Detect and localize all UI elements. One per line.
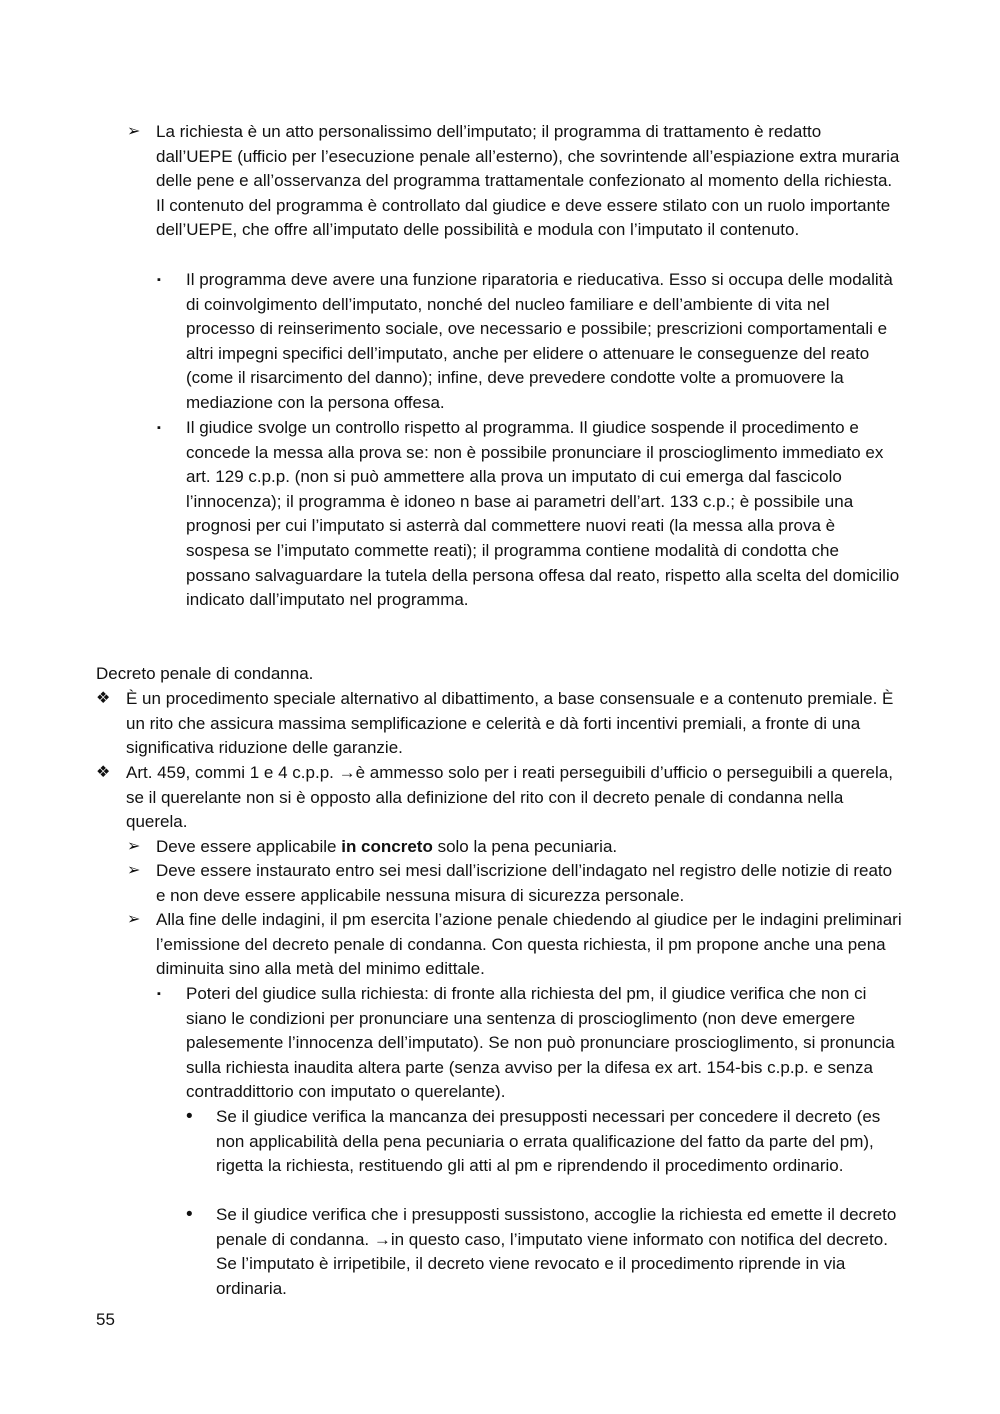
arrow-bullet-icon: ➢: [127, 838, 141, 855]
item-text: Alla fine delle indagini, il pm esercita l’azione penale chiedendo al giudice per le indagini preliminari l’emissione del decreto penale di condanna. Con questa richiesta, il pm propone anche una pena diminuita sino alla metà del minimo edittale.: [156, 910, 902, 979]
arrow-bullet-icon: ➢: [127, 123, 141, 140]
page-number: 55: [96, 1310, 115, 1329]
list-item: [127, 908, 902, 982]
dot-bullet-icon: •: [186, 1204, 193, 1225]
diamond-bullet-icon: ❖: [96, 764, 111, 781]
section-heading: Decreto penale di condanna.: [96, 664, 314, 683]
arrow-bullet-icon: ➢: [127, 862, 141, 879]
diamond-bullet-icon: ❖: [96, 690, 111, 707]
list-item: [127, 120, 902, 243]
list-item: [157, 268, 902, 416]
arrow-bullet-icon: ➢: [127, 911, 141, 928]
item-text: Deve essere instaurato entro sei mesi dall’iscrizione dell’indagato nel registro delle notizie di reato e non deve essere applicabile nessuna misura di sicurezza personale.: [156, 861, 893, 905]
item-text: Il programma deve avere una funzione riparatoria e rieducativa. Esso si occupa delle modalità di coinvolgimento dell’imputato, nonché del nucleo familiare e dell’ambiente di vita nel processo di reinserimento sociale, ove necessario e possibile; prescrizioni comportamentali e altri impegni specifici dell’imputato, anche per elidere o attenuare le conseguenze del reato (come il risarcimento del danno); infine, deve prevedere condotte volte a promuovere la mediazione con la persona offesa.: [186, 270, 893, 412]
square-bullet-icon: ▪: [157, 422, 161, 434]
item-text: Art. 459, commi 1 e 4 c.p.p. →è ammesso solo per i reati perseguibili d’ufficio o perseguibili a querela, se il querelante non si è opposto alla definizione del rito con il decreto penale di condanna nella querela.: [126, 763, 893, 832]
dot-bullet-icon: •: [186, 1106, 193, 1127]
item-text: Poteri del giudice sulla richiesta: di fronte alla richiesta del pm, il giudice verifica che non ci siano le condizioni per pronunciare una sentenza di proscioglimento (non deve emergere palesemente l’innocenza dell’imputato). Se non può pronunciare proscioglimento, si pronuncia sulla richiesta inaudita altera parte (senza avviso per la difesa ex art. 154-bis c.p.p. e senza contraddittorio con imputato o querelante).: [186, 984, 895, 1102]
square-bullet-icon: ▪: [157, 988, 161, 1000]
item-text: Se il giudice verifica la mancanza dei presupposti necessari per concedere il decreto (es non applicabilità della pena pecuniaria o errata qualificazione del fatto da parte del pm), rigetta la richiesta, restituendo gli atti al pm e riprendendo il procedimento ordinario.: [216, 1107, 881, 1176]
item-text-before: Deve essere applicabile: [156, 837, 342, 856]
list-item: [127, 859, 902, 908]
item-text-bold: in concreto: [341, 837, 433, 856]
list-item: [96, 761, 902, 835]
item-text: Se il giudice verifica che i presupposti sussistono, accoglie la richiesta ed emette il decreto penale di condanna. →in questo caso, l’imputato viene informato con notifica del decreto. Se l’imputato è irripetibile, il decreto viene revocato e il procedimento riprende in via ordinaria.: [216, 1205, 897, 1298]
item-text: La richiesta è un atto personalissimo dell’imputato; il programma di trattamento è redatto dall’UEPE (ufficio per l’esecuzione penale all’esterno), che sovrintende all’espiazione extra muraria delle pene e all’osservanza del programma trattamentale confezionato al momento della richiesta. Il contenuto del programma è controllato dal giudice e deve essere stilato con un ruolo importante dell’UEPE, che offre all’imputato delle possibilità e modula con l’imputato il contenuto.: [156, 122, 900, 240]
item-text: Il giudice svolge un controllo rispetto al programma. Il giudice sospende il procedimento e concede la messa alla prova se: non è possibile pronunciare il proscioglimento immediato ex art. 129 c.p.p. (non si può ammettere alla prova un imputato di cui emerga dal fascicolo l’innocenza); il programma è idoneo n base ai parametri dell’art. 133 c.p.; è possibile una prognosi per cui l’imputato si asterrà dal commettere nuovi reati (la messa alla prova è sospesa se l’imputato commette reati); il programma contiene modalità di condotta che possano salvaguardare la tutela della persona offesa dal reato, rispetto alla scelta del domicilio indicato dall’imputato nel programma.: [186, 418, 900, 610]
list-item: [157, 982, 902, 1105]
list-item: [96, 687, 902, 761]
list-item: [127, 835, 902, 860]
list-item: [157, 416, 902, 613]
item-text-after: solo la pena pecuniaria.: [432, 837, 618, 856]
square-bullet-icon: ▪: [157, 274, 161, 286]
list-item: [186, 1105, 902, 1179]
list-item: [186, 1203, 902, 1301]
item-text: È un procedimento speciale alternativo al dibattimento, a base consensuale e a contenuto premiale. È un rito che assicura massima semplificazione e celerità e dà forti incentivi premiali, a fronte di una significativa riduzione delle garanzie.: [126, 689, 894, 758]
